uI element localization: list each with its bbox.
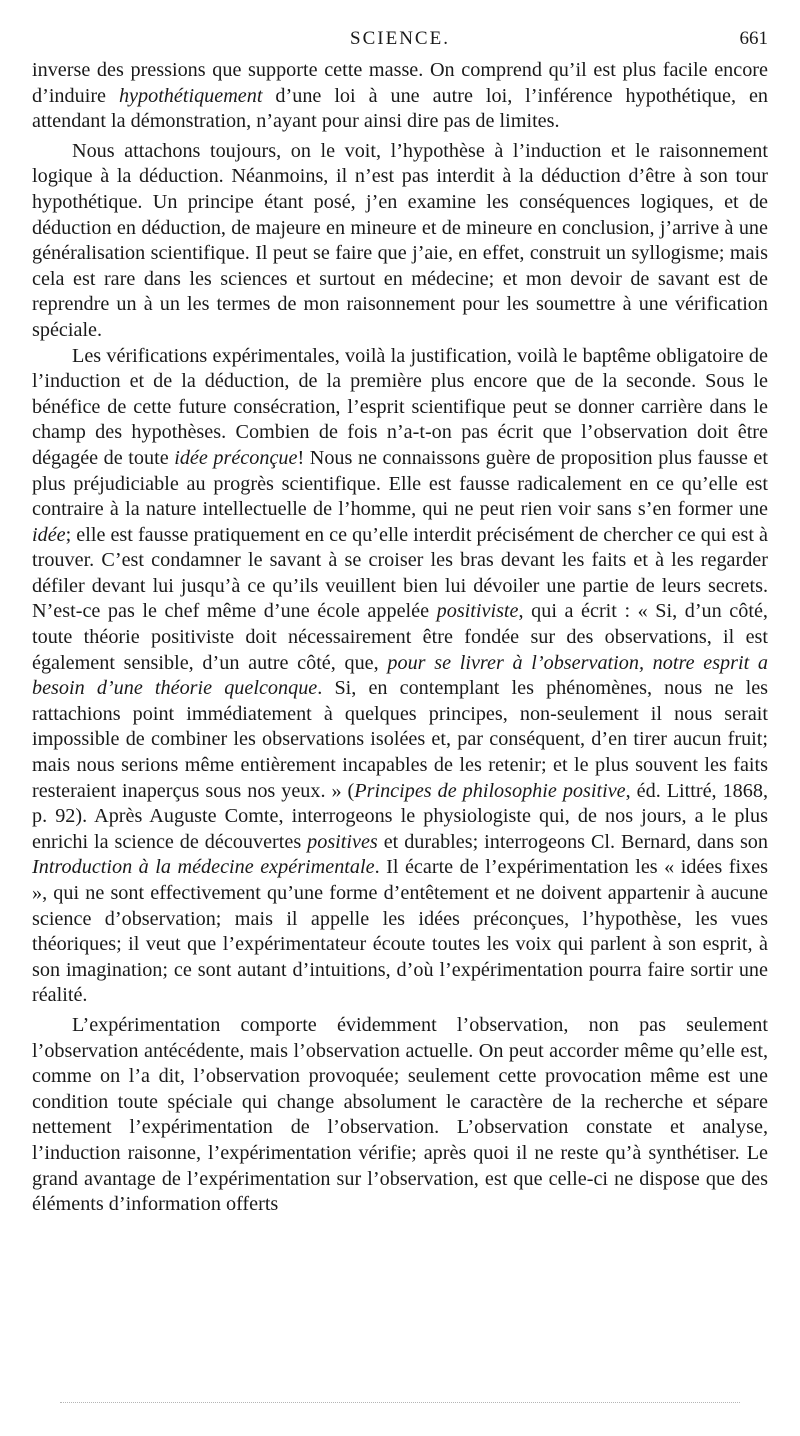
text-run: d’une loi à une autre loi, l’inférence hypothétique, en attendant la démonstration, n’ayant pour ainsi dire pas de limites. xyxy=(32,84,768,133)
text-run: L’expérimentation comporte évidemment l’observation, non pas seulement l’observation antécédente, mais l’observation actuelle. On peut accorder même qu’elle est, comme on l’a dit, l’observation provoquée; seulement cette provocation même est une condition toute spéciale qui change absolument le caractère de la recherche et sépare nettement l’expérimentation de l’observation. L’observation constate et analyse, l’induction raisonne, l’expérimentation vérifie; après quoi il ne reste qu’à synthétiser. Le grand avantage de l’expérimentation sur l’observation, est que celle-ci ne dispose que des éléments d’information offerts xyxy=(32,1013,768,1216)
italic-run: pour se livrer à l’observation, notre esprit a besoin d’une théorie quelconque xyxy=(32,651,768,700)
body-text xyxy=(32,58,768,1218)
text-run: et durables; interrogeons Cl. Bernard, dans son xyxy=(377,830,768,853)
text-run: . Il écarte de l’expérimentation les « idées fixes », qui ne sont effectivement qu’une forme d’entêtement et ne doivent appartenir à aucune science d’observation; mais il appelle les idées préconçues, l’hypothèse, les vues théoriques; il veut que l’expérimentateur écoute toutes les voix qui parlent à son esprit, à son imagination; ce sont autant d’intuitions, d’où l’expérimentation pourra faire sortir une réalité. xyxy=(32,856,768,1007)
text-run: inverse des pressions que supporte cette masse. On comprend qu’il est plus facile encore d’induire xyxy=(32,59,768,107)
paragraph-deduction xyxy=(32,139,768,344)
paragraph-continuation xyxy=(32,58,768,135)
italic-run: positives xyxy=(307,830,378,853)
italic-run: idée préconçue xyxy=(174,446,298,469)
italic-run: hypothétiquement xyxy=(118,84,263,107)
page-number: 661 xyxy=(739,28,768,49)
paragraph-experimentation xyxy=(32,1013,768,1218)
bottom-rule xyxy=(60,1402,740,1403)
italic-run: idée xyxy=(32,523,66,546)
running-title: SCIENCE. xyxy=(350,28,450,49)
italic-run: Introduction à la médecine expérimentale xyxy=(32,856,375,879)
text-run: , éd. Littré, 1868, p. 92). Après Auguste Comte, interrogeons le physiologiste qui, de nos jours, a le plus enrichi la science de découvertes xyxy=(32,779,768,853)
italic-run: Principes de philosophie positive xyxy=(354,779,626,802)
text-run: . Si, en contemplant les phénomènes, nous ne les rattachions point immédiatement à quelques principes, non-seulement il nous serait impossible de combiner les observations isolées et, par conséquent, d’en tirer aucun fruit; mais nous serions même entièrement incapables de les retenir; et le plus souvent les faits resteraient inaperçus sous nos yeux. » ( xyxy=(32,677,769,802)
text-run: Nous attachons toujours, on le voit, l’hypothèse à l’induction et le raisonnement logique à la déduction. Néanmoins, il n’est pas interdit à la déduction d’être à son tour hypothétique. Un principe étant posé, j’en examine les conséquences logiques, et de déduction en déduction, de majeure en mineure et de mineure en conclusion, j’arrive à une généralisation scientifique. Il peut se faire que j’aie, en effet, construit un syllogisme; mais cela est rare dans les sciences et surtout en médecine; et mon devoir de savant est de reprendre un à un les termes de mon raisonnement pour les soumettre à une vérification spéciale. xyxy=(32,139,768,341)
running-head xyxy=(32,28,768,58)
text-run: , qui a écrit : « Si, d’un côté, toute théorie positiviste doit nécessairement être fondée sur des observations, il est également sensible, d’un autre côté, que, xyxy=(32,600,768,674)
book-page xyxy=(32,28,768,1218)
italic-run: positiviste xyxy=(436,600,519,623)
paragraph-verifications xyxy=(32,344,768,1009)
text-run: ; elle est fausse pratiquement en ce qu’elle interdit précisément de chercher ce qui est à trouver. C’est condamner le savant à se croiser les bras devant les faits et à les regarder défiler devant lui jusqu’à ce qu’ils veuillent bien lui dévoiler une partie de leurs secrets. N’est-ce pas le chef même d’une école appelée xyxy=(32,523,768,623)
text-run: ! Nous ne connaissons guère de proposition plus fausse et plus préjudiciable au progrès scientifique. Elle est fausse radicalement en ce qu’elle est contraire à la nature intellectuelle de l’homme, qui ne peut rien voir sans s’en former une xyxy=(32,446,768,521)
text-run: Les vérifications expérimentales, voilà la justification, voilà le baptême obligatoire de l’induction et de la déduction, de la première plus encore que de la seconde. Sous le bénéfice de cette future consécration, l’esprit scientifique peut se donner carrière dans le champ des hypothèses. Combien de fois n’a-t-on pas écrit que l’observation doit être dégagée de toute xyxy=(32,344,768,469)
